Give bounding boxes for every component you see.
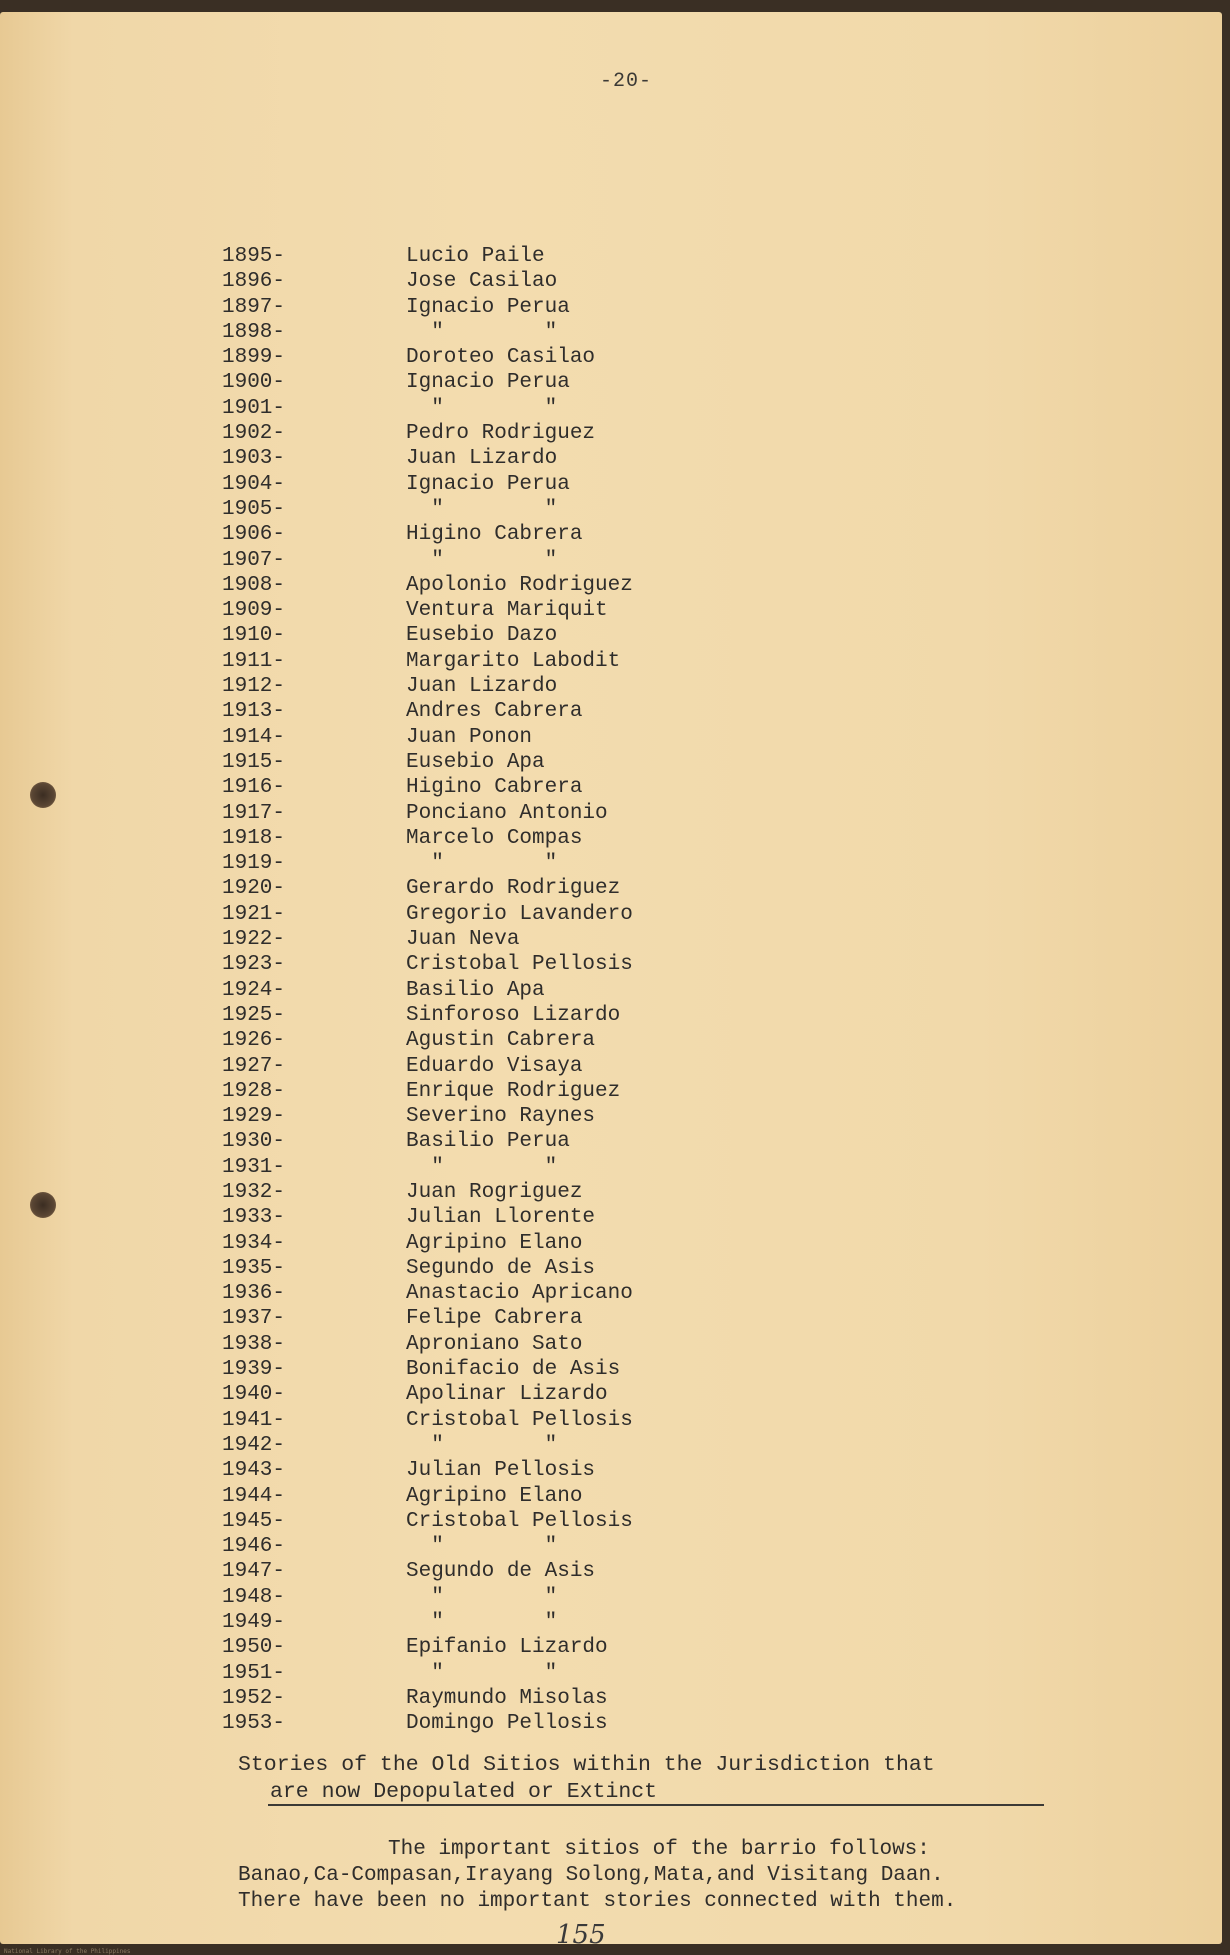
official-year: 1944- (222, 1484, 286, 1508)
official-row (222, 396, 1022, 421)
official-year: 1897- (222, 295, 286, 319)
official-year: 1946- (222, 1535, 286, 1559)
official-row (222, 851, 1022, 876)
official-row (222, 295, 1022, 320)
official-name: Raymundo Misolas (406, 1686, 608, 1710)
official-year: 1932- (222, 1180, 286, 1204)
official-name: Apolinar Lizardo (406, 1383, 608, 1407)
official-row (222, 1256, 1022, 1281)
binder-hole-bottom (30, 1192, 56, 1218)
official-year: 1931- (222, 1155, 286, 1179)
official-year: 1901- (222, 396, 286, 420)
official-name: Agustin Cabrera (406, 1029, 596, 1053)
official-name: " " (406, 1433, 558, 1457)
official-name: Bonifacio de Asis (406, 1358, 621, 1382)
page-number: -20- (600, 70, 653, 93)
official-row (222, 1231, 1022, 1256)
official-year: 1940- (222, 1383, 286, 1407)
official-row (222, 1635, 1022, 1660)
official-year: 1916- (222, 776, 286, 800)
official-name: Aproniano Sato (406, 1332, 583, 1356)
official-year: 1910- (222, 624, 286, 648)
official-name: Lucio Paile (406, 245, 545, 268)
section-heading-line2: are now Depopulated or Extinct (270, 1780, 658, 1804)
official-name: Eusebio Dazo (406, 624, 558, 648)
handwritten-page-number: 155 (556, 1920, 606, 1950)
official-row (222, 421, 1022, 446)
official-row (222, 370, 1022, 395)
official-name: Pedro Rodriguez (406, 422, 596, 446)
official-year: 1938- (222, 1332, 286, 1356)
official-year: 1919- (222, 852, 286, 876)
official-name: Segundo de Asis (406, 1560, 596, 1584)
official-name: Enrique Rodriguez (406, 1079, 621, 1103)
official-name: Gerardo Rodriguez (406, 877, 621, 901)
official-year: 1936- (222, 1282, 286, 1306)
official-name: Marcelo Compas (406, 826, 583, 850)
official-row (222, 876, 1022, 901)
official-name: Juan Ponon (406, 725, 533, 749)
official-year: 1933- (222, 1206, 286, 1230)
official-year: 1895- (222, 245, 286, 268)
official-name: Jose Casilao (406, 270, 558, 294)
official-year: 1935- (222, 1256, 286, 1280)
official-row (222, 649, 1022, 674)
official-row (222, 269, 1022, 294)
official-name: " " (406, 1585, 558, 1609)
official-row (222, 345, 1022, 370)
official-row (222, 750, 1022, 775)
official-year: 1947- (222, 1560, 286, 1584)
official-row (222, 522, 1022, 547)
binder-hole-top (30, 782, 56, 808)
official-name: Doroteo Casilao (406, 346, 596, 370)
official-row (222, 826, 1022, 851)
official-row (222, 1104, 1022, 1129)
official-name: Basilio Apa (406, 978, 545, 1002)
document-page (0, 12, 1222, 1955)
official-year: 1900- (222, 371, 286, 395)
official-row (222, 902, 1022, 927)
official-year: 1942- (222, 1433, 286, 1457)
official-year: 1906- (222, 523, 286, 547)
official-year: 1915- (222, 750, 286, 774)
official-year: 1903- (222, 447, 286, 471)
section-heading-line1: Stories of the Old Sitios within the Jurisdiction that (238, 1753, 935, 1777)
heading-underline (268, 1804, 1044, 1806)
official-name: Agripino Elano (406, 1231, 583, 1255)
official-year: 1908- (222, 573, 286, 597)
official-row (222, 320, 1022, 345)
official-year: 1934- (222, 1231, 286, 1255)
official-name: Domingo Pellosis (406, 1712, 608, 1736)
official-name: Higino Cabrera (406, 776, 583, 800)
official-year: 1928- (222, 1079, 286, 1103)
official-row (222, 1180, 1022, 1205)
official-row (222, 1129, 1022, 1154)
official-row (222, 775, 1022, 800)
official-name: Agripino Elano (406, 1484, 583, 1508)
official-year: 1951- (222, 1661, 286, 1685)
official-row (222, 674, 1022, 699)
official-name: Ponciano Antonio (406, 801, 608, 825)
official-year: 1904- (222, 472, 286, 496)
paragraph-line1: The important sitios of the barrio follows: (388, 1838, 930, 1861)
official-name: Juan Neva (406, 928, 520, 952)
official-year: 1930- (222, 1130, 286, 1154)
official-row (222, 598, 1022, 623)
official-row (222, 1509, 1022, 1534)
official-name: " " (406, 548, 558, 572)
official-year: 1896- (222, 270, 286, 294)
official-row (222, 623, 1022, 648)
official-row (222, 1534, 1022, 1559)
official-year: 1918- (222, 826, 286, 850)
official-row (222, 472, 1022, 497)
official-row (222, 1155, 1022, 1180)
official-name: Eduardo Visaya (406, 1054, 583, 1078)
sitios-paragraph (238, 1837, 1088, 1915)
official-row (222, 1433, 1022, 1458)
paragraph-line3: There have been no important stories connected with them. (238, 1890, 957, 1913)
official-name: Higino Cabrera (406, 523, 583, 547)
official-name: Gregorio Lavandero (406, 902, 633, 926)
official-row (222, 1281, 1022, 1306)
official-name: Epifanio Lizardo (406, 1636, 608, 1660)
official-row (222, 1028, 1022, 1053)
official-name: " " (406, 396, 558, 420)
official-row (222, 1458, 1022, 1483)
official-name: Andres Cabrera (406, 700, 583, 724)
official-row (222, 1357, 1022, 1382)
official-year: 1943- (222, 1459, 286, 1483)
official-row (222, 1559, 1022, 1584)
official-row (222, 927, 1022, 952)
official-name: Juan Rogriguez (406, 1180, 583, 1204)
official-year: 1917- (222, 801, 286, 825)
official-name: Juan Lizardo (406, 675, 558, 699)
official-year: 1950- (222, 1636, 286, 1660)
official-row (222, 699, 1022, 724)
official-year: 1948- (222, 1585, 286, 1609)
official-row (222, 497, 1022, 522)
official-year: 1945- (222, 1509, 286, 1533)
official-year: 1902- (222, 422, 286, 446)
official-year: 1914- (222, 725, 286, 749)
official-name: " " (406, 497, 558, 521)
official-year: 1952- (222, 1686, 286, 1710)
official-row (222, 801, 1022, 826)
official-year: 1924- (222, 978, 286, 1002)
official-row (222, 1686, 1022, 1711)
official-year: 1922- (222, 928, 286, 952)
official-year: 1909- (222, 599, 286, 623)
official-row (222, 725, 1022, 750)
official-name: Felipe Cabrera (406, 1307, 583, 1331)
official-name: Margarito Labodit (406, 649, 621, 673)
paragraph-line2: Banao,Ca-Compasan,Irayang Solong,Mata,and Visitang Daan. (238, 1864, 944, 1887)
official-name: " " (406, 1155, 558, 1179)
official-name: " " (406, 1611, 558, 1635)
official-year: 1911- (222, 649, 286, 673)
official-year: 1907- (222, 548, 286, 572)
official-name: Ignacio Perua (406, 371, 570, 395)
official-row (222, 1382, 1022, 1407)
official-year: 1926- (222, 1029, 286, 1053)
official-year: 1913- (222, 700, 286, 724)
official-year: 1949- (222, 1611, 286, 1635)
official-name: Julian Pellosis (406, 1459, 596, 1483)
official-row (222, 1585, 1022, 1610)
official-row (222, 446, 1022, 471)
archive-footer: National Library of the Philippines (4, 1948, 131, 1955)
official-year: 1925- (222, 1003, 286, 1027)
official-year: 1912- (222, 675, 286, 699)
official-row (222, 1408, 1022, 1433)
official-name: Cristobal Pellosis (406, 1509, 633, 1533)
official-row (222, 978, 1022, 1003)
official-row (222, 1332, 1022, 1357)
officials-list (222, 244, 1022, 1737)
official-year: 1898- (222, 320, 286, 344)
official-name: " " (406, 320, 558, 344)
official-row (222, 1484, 1022, 1509)
official-name: Eusebio Apa (406, 750, 545, 774)
official-year: 1941- (222, 1408, 286, 1432)
official-row (222, 244, 1022, 269)
official-name: Basilio Perua (406, 1130, 570, 1154)
official-row (222, 1306, 1022, 1331)
official-row (222, 1610, 1022, 1635)
official-row (222, 952, 1022, 977)
official-name: " " (406, 1661, 558, 1685)
official-name: " " (406, 1535, 558, 1559)
official-name: Segundo de Asis (406, 1256, 596, 1280)
official-name: Sinforoso Lizardo (406, 1003, 621, 1027)
official-row (222, 1205, 1022, 1230)
official-row (222, 548, 1022, 573)
official-name: Ignacio Perua (406, 295, 570, 319)
official-year: 1927- (222, 1054, 286, 1078)
official-name: Apolonio Rodriguez (406, 573, 633, 597)
official-year: 1929- (222, 1105, 286, 1129)
official-name: " " (406, 852, 558, 876)
official-row (222, 573, 1022, 598)
official-year: 1953- (222, 1712, 286, 1736)
official-year: 1939- (222, 1358, 286, 1382)
official-row (222, 1079, 1022, 1104)
official-name: Juan Lizardo (406, 447, 558, 471)
official-name: Cristobal Pellosis (406, 1408, 633, 1432)
official-year: 1899- (222, 346, 286, 370)
official-year: 1905- (222, 497, 286, 521)
official-year: 1921- (222, 902, 286, 926)
official-name: Ventura Mariquit (406, 599, 608, 623)
official-year: 1923- (222, 953, 286, 977)
official-name: Severino Raynes (406, 1105, 596, 1129)
official-row (222, 1054, 1022, 1079)
official-year: 1920- (222, 877, 286, 901)
official-name: Ignacio Perua (406, 472, 570, 496)
official-row (222, 1661, 1022, 1686)
official-name: Cristobal Pellosis (406, 953, 633, 977)
official-name: Anastacio Apricano (406, 1282, 633, 1306)
official-name: Julian Llorente (406, 1206, 596, 1230)
official-row (222, 1711, 1022, 1736)
section-heading (238, 1752, 1068, 1806)
official-year: 1937- (222, 1307, 286, 1331)
official-row (222, 1003, 1022, 1028)
